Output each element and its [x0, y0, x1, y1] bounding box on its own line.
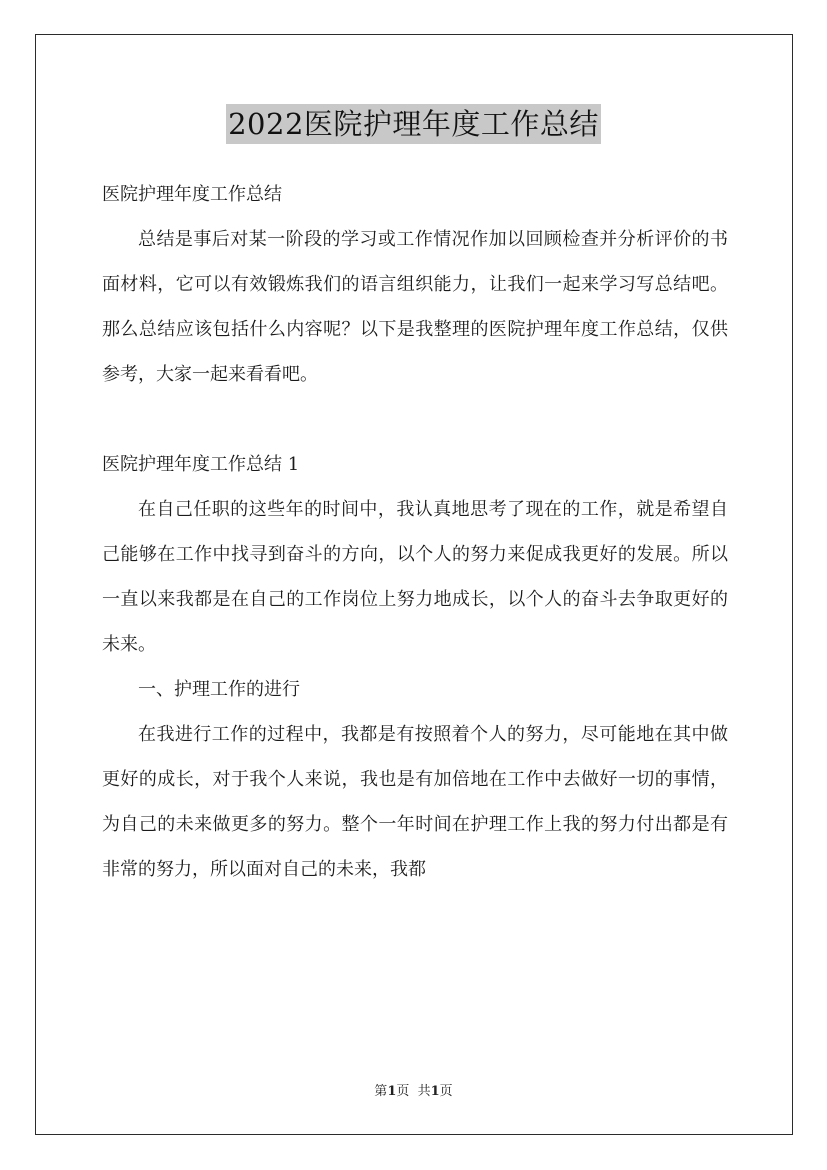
- footer-page-prefix: 第: [374, 1084, 388, 1099]
- footer-page-suffix: 页: [439, 1084, 453, 1099]
- document-title: 2022医院护理年度工作总结: [226, 104, 601, 144]
- blank-line: [102, 397, 728, 442]
- body-paragraph-1: 在自己任职的这些年的时间中，我认真地思考了现在的工作，就是希望自己能够在工作中找寻到奋斗的方向，以个人的努力来促成我更好的发展。所以一直以来我都是在自己的工作岗位上努力地成长，以个人的奋斗去争取更好的未来。: [102, 499, 728, 655]
- document-subtitle: 医院护理年度工作总结: [102, 184, 282, 205]
- document-body: [102, 172, 728, 892]
- title-container: [0, 104, 827, 144]
- section-heading: 医院护理年度工作总结 1: [102, 454, 300, 475]
- footer-page-total: 1: [430, 1084, 440, 1099]
- intro-paragraph: 总结是事后对某一阶段的学习或工作情况作加以回顾检查并分析评价的书面材料，它可以有效锻炼我们的语言组织能力，让我们一起来学习写总结吧。那么总结应该包括什么内容呢？以下是我整理的医院护理年度工作总结，仅供参考，大家一起来看看吧。: [102, 229, 728, 385]
- footer-page-current: 1: [387, 1084, 397, 1099]
- body-paragraph-2: 在我进行工作的过程中，我都是有按照着个人的努力，尽可能地在其中做更好的成长，对于我个人来说，我也是有加倍地在工作中去做好一切的事情，为自己的未来做更多的努力。整个一年时间在护理工作上我的努力付出都是有非常的努力，所以面对自己的未来，我都: [102, 724, 728, 880]
- page-footer: [0, 1082, 827, 1102]
- footer-page-mid: 页 共: [396, 1084, 431, 1099]
- subheading-1: 一、护理工作的进行: [138, 679, 300, 700]
